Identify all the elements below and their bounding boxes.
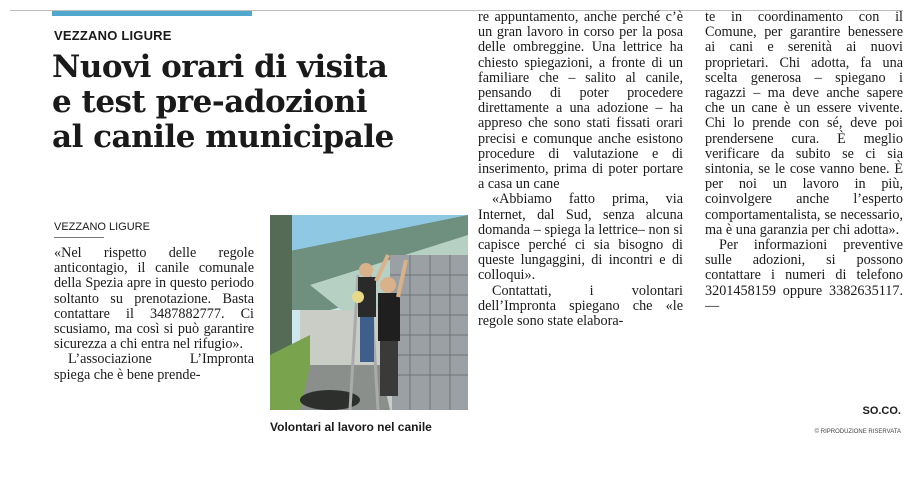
author-signature: SO.CO. (862, 405, 901, 417)
text-column-1 (54, 246, 254, 383)
volunteers-photo (270, 215, 468, 410)
volunteers-photo-illustration (270, 215, 468, 410)
paragraph: L’associazione L’Impronta spiega che è bene prende- (54, 351, 254, 383)
byline: VEZZANO LIGURE (54, 221, 150, 233)
headline-line-2: e test pre-adozioni (52, 84, 368, 120)
headline-line-3: al canile municipale (52, 119, 394, 155)
paragraph: «Nel rispetto delle regole anticontagio, il canile comunale della Spezia apre in questo periodo soltanto su prenotazione. Basta contattare il 3487882777. Ci scusiamo, ma così si può garantire sicurezza a chi entra nel rifugio». (54, 245, 254, 353)
photo-caption: Volontari al lavoro nel canile (270, 420, 432, 434)
paragraph: «Abbiamo fatto prima, via Internet, dal Sud, senza alcuna domanda – spiega la lettrice– non si capisce perché ci sia bisogno di queste lungaggini, di incontri e di colloqui». (478, 191, 683, 284)
paragraph: Contattati, i volontari dell’Impronta spiegano che «le regole sono state elabora- (478, 282, 683, 330)
text-column-3 (478, 10, 683, 329)
headline (52, 50, 472, 155)
section-accent-bar (52, 11, 252, 16)
kicker: VEZZANO LIGURE (54, 28, 172, 43)
paragraph: te in coordinamento con il Comune, per garantire benessere ai cani e serenità ai nuovi proprietari. Chi adotta, fa una scelta generosa – spiegano i ragazzi – ma deve anche sapere che un cane è un essere vivente. Chi lo prende con sé, deve poi prendersene cura. È meglio verificare da subito se ci sia sintonia, se le cose vanno bene. È per noi un lavoro in più, coinvolgere anche l’esperto comportamentalista, se necessario, ma è una garanzia per chi adotta». (705, 9, 903, 238)
paragraph: Per informazioni preventive sulle adozioni, si possono contattare i numeri di telefono 3201458159 oppure 3382635117. — (705, 237, 903, 314)
text-column-4 (705, 10, 903, 314)
paragraph: re appuntamento, anche perché c’è un gran lavoro in corso per la posa delle ombreggine. Una lettrice ha chiesto spiegazioni, a fronte di un familiare che – salito al canile, pensando di poter procedere direttamente a una adozione – ha appreso che sono stati fissati orari precisi e comunque anche esistono procedure di valutazione e di inserimento, prima di poter portare a casa un cane (478, 9, 683, 193)
copyright-notice: © RIPRODUZIONE RISERVATA (814, 429, 901, 435)
headline-line-1: Nuovi orari di visita (52, 49, 388, 85)
byline-rule (54, 237, 104, 238)
